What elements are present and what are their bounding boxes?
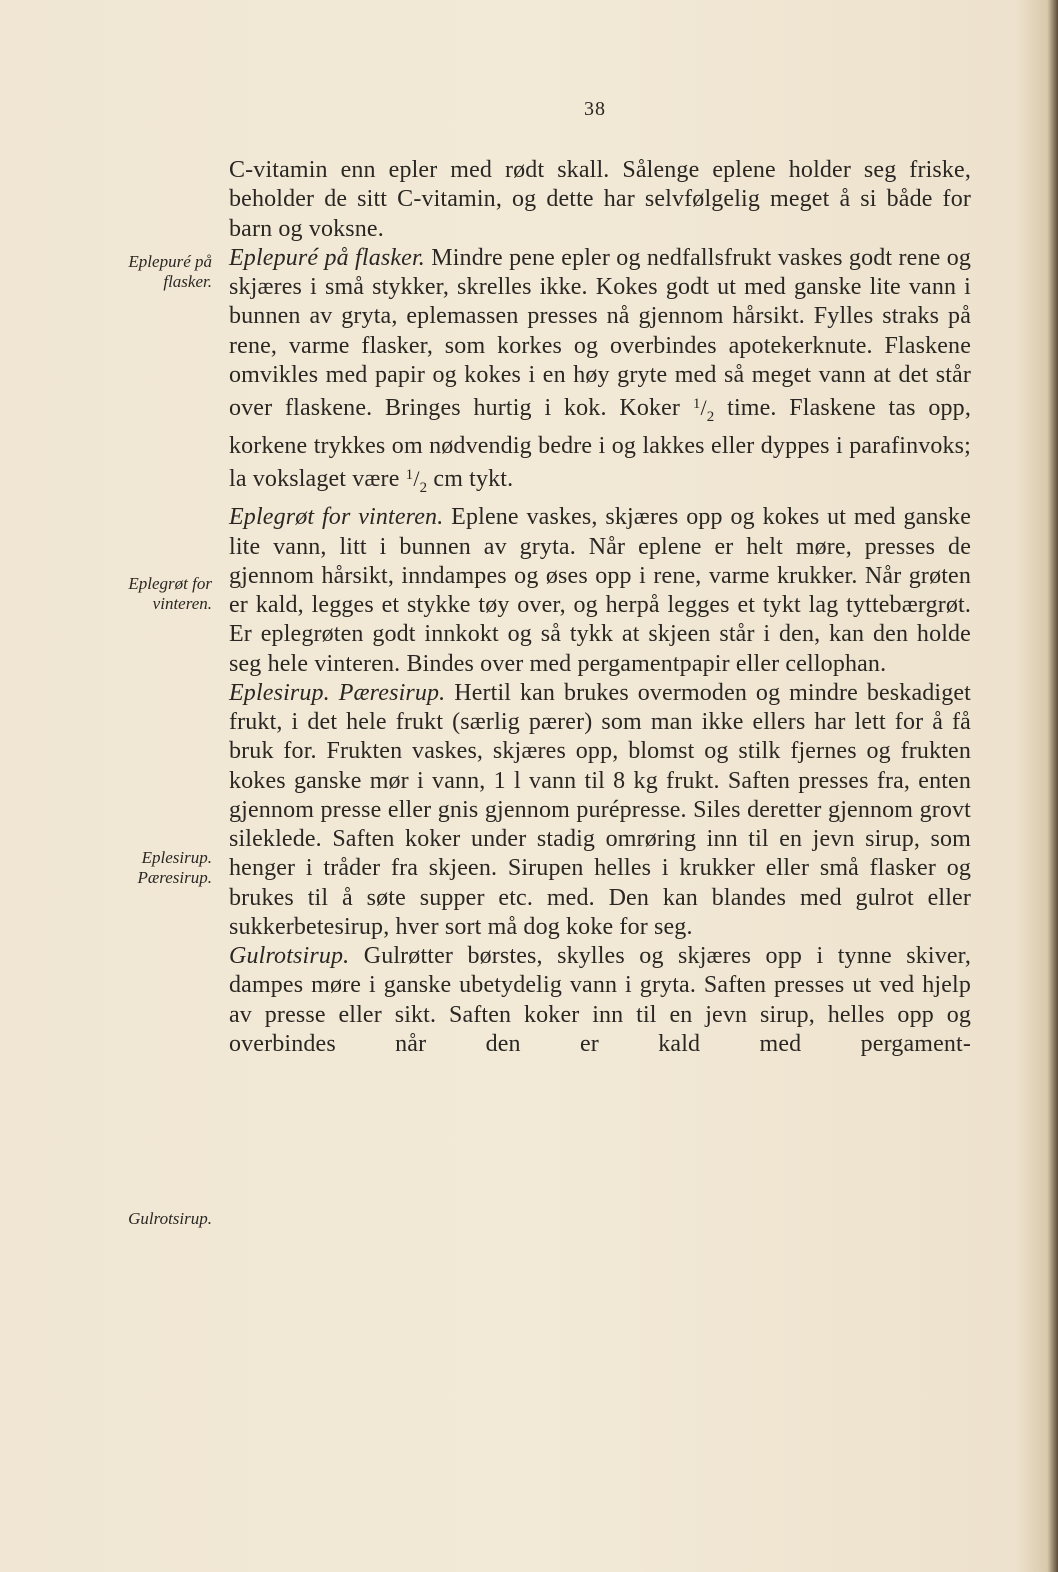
page-number: 38 (584, 98, 606, 120)
margin-note-gulrotsirup (52, 1209, 212, 1229)
paragraph-text: time. Flaskene tas opp, korkene trykkes om nødvendig bedre i og lakkes eller dyppes i parafinvoks; la vokslaget være (229, 395, 971, 493)
paragraph-eplesirup (229, 679, 971, 942)
margin-note-line: Eplegrøt for (128, 574, 212, 593)
section-heading: Eplegrøt for vinteren. (229, 504, 444, 531)
paragraph-eplegrot (229, 503, 971, 679)
fraction-numerator: 1 (692, 396, 701, 412)
paragraph-text: Eplene vaskes, skjæres opp og kokes ut med ganske lite vann, litt i bunnen av gryta. Når eplene er helt møre, presses de gjennom hårsikt, inndampes og øses opp i rene, varme krukker. Når grøten er kald, legges et stykke tøy over, og herpå legges et tykt lag tyttebærgrøt. Er eplegrøten godt innkokt og så tykk at skjeen står i den, kan den holde seg hele vinteren. Bindes over med pergamentpapir eller cellophan. (229, 504, 972, 677)
margin-note-line: Pæresirup. (137, 868, 212, 887)
fraction-denominator: 2 (706, 408, 715, 425)
margin-note-line: vinteren. (152, 594, 212, 613)
section-heading: Gulrotsirup. (229, 943, 350, 970)
section-heading: Eplesirup. Pæresirup. (229, 679, 446, 706)
paragraph-text: cm tykt. (433, 466, 514, 493)
paragraph-text: Mindre pene epler og nedfallsfrukt vaskes godt rene og skjæres i små stykker, skrelles ikke. Kokes godt ut med ganske lite vann i bunnen av gryta, eplemassen presses nå gjennom hårsikt. Fylles straks på rene, varme flasker, som korkes og overbindes apotekerknute. Flaskene omvikles med papir og kokes i en høy gryte med så meget vann at det står over flaskene. Bringes hurtig i kok. Koker (229, 244, 971, 421)
fraction-numerator: 1 (405, 467, 414, 484)
paragraph-intro: C-vitamin enn epler med rødt skall. Sålenge eplene holder seg friske, beholder de sitt C-vitamin, og dette har selvfølgelig meget å si både for barn og voksne. (229, 157, 971, 242)
fraction-denominator: 2 (419, 480, 428, 497)
paragraph-eplepure: Eplepuré på flasker. Mindre pene epler og nedfallsfrukt vaskes godt rene og skjæres i små stykker, skrelles ikke. Kokes godt ut med ganske lite vann i bunnen av gryta, eplemassen presses nå gjennom hårsikt. Fylles straks på rene, varme flasker, som korkes og overbindes apotekerknute. Flaskene omvikles med papir og kokes i en høy gryte med så meget vann at det står over flaskene. Bringes hurtig i kok. Koker $^1/_2$ time. Flaskene tas opp, korkene trykkes om nødvendig bedre i og lakkes eller dyppes i parafinvoks; la vokslaget være $^1/_2$ cm tykt. (229, 244, 971, 497)
margin-note-eplepure (52, 252, 212, 292)
margin-note-eplegrot (52, 574, 212, 614)
margin-note-line: Eplesirup. (141, 848, 212, 867)
paragraph-text: Hertil kan brukes overmoden og mindre beskadiget frukt, i det hele frukt (særlig pærer) som man ikke ellers har lett for å få bruk for. Frukten vaskes, skjæres opp, blomst og stilk fjernes og frukten kokes ganske mør i vann, 1 l vann til 8 kg frukt. Saften presses fra, enten gjennom presse eller gnis gjennom purépresse. Siles deretter gjennom grovt sileklede. Saften koker under stadig omrøring inn til en jevn sirup, som henger i tråder fra skjeen. Sirupen helles i krukker eller små flasker og brukes til å søte supper etc. med. Den kan blandes med gulrot eller sukkerbetesirup, hver sort må dog koke for seg. (229, 679, 971, 940)
margin-note-line: flasker. (163, 272, 212, 291)
margin-note-eplesirup (52, 848, 212, 888)
paragraph-text: Gulrøtter børstes, skylles og skjæres opp i tynne skiver, dampes møre i ganske ubetydelig vann i gryta. Saften presses ut ved hjelp av presse eller sikt. Saften koker inn til en jevn sirup, helles opp og overbindes når den er kald med pergament- (229, 943, 971, 1057)
paragraph-gulrotsirup (229, 942, 971, 1059)
body-text (229, 156, 971, 1059)
section-heading: Eplepuré på flasker. (229, 244, 425, 271)
margin-note-line: Gulrotsirup. (128, 1209, 212, 1228)
margin-note-line: Eplepuré på (128, 252, 212, 271)
